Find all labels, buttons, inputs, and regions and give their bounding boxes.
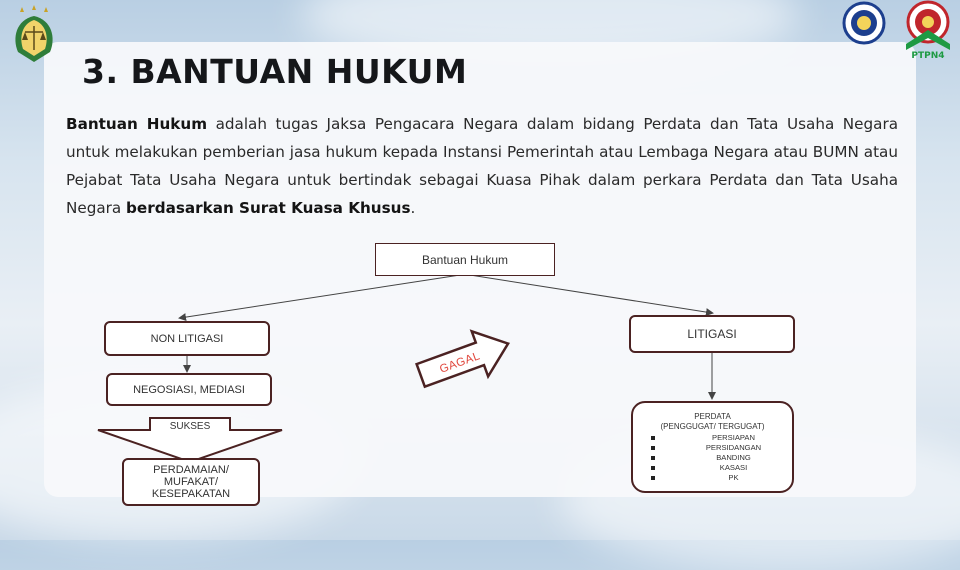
bantuan-hukum-root-box: [375, 243, 555, 276]
list-item: BANDING: [647, 453, 792, 463]
non-litigasi-label: NON LITIGASI: [150, 332, 224, 345]
list-item: PERSIDANGAN: [647, 443, 792, 453]
perdata-subtitle: (PENGGUGAT/ TERGUGAT): [660, 422, 765, 431]
perdata-box: [631, 401, 794, 493]
ptpn4-logo-text: PTPN4: [911, 51, 945, 61]
sukses-label: SUKSES: [169, 421, 211, 432]
negosiasi-mediasi-box: [106, 373, 272, 406]
perdamaian-label: PERDAMAIAN/ MUFAKAT/ KESEPAKATAN: [151, 464, 231, 500]
body-text: adalah tugas Jaksa Pengacara Negara dalam bidang Perdata dan Tata Usaha Negara untuk melakukan pemberian jasa hukum kepada Instansi Pemerintah atau Lembaga Negara atau BUMN atau Pejabat Tata Usaha Negara untuk bertindak sebagai Kuasa Pihak dalam perkara Perdata dan Tata Usaha Negara: [66, 115, 898, 217]
perdamaian-box: [122, 458, 260, 506]
perdata-list: [647, 433, 792, 483]
period-text: .: [410, 199, 416, 217]
litigasi-label: LITIGASI: [687, 327, 737, 341]
bantuan-hukum-root-label: Bantuan Hukum: [421, 252, 509, 267]
non-litigasi-box: [104, 321, 270, 356]
list-item: PK: [647, 473, 792, 483]
slide-title: 3. BANTUAN HUKUM: [82, 52, 468, 91]
connector-root-to-litigasi: [470, 275, 712, 313]
bold-lead-text: Bantuan Hukum: [66, 115, 208, 133]
connector-root-to-non-litigasi: [180, 275, 460, 318]
negosiasi-mediasi-label: NEGOSIASI, MEDIASI: [133, 383, 245, 396]
list-item: PERSIAPAN: [647, 433, 792, 443]
litigasi-box: [629, 315, 795, 353]
perdata-title: PERDATA: [694, 412, 731, 421]
gagal-label: GAGAL: [438, 350, 482, 376]
bold-tail-text: berdasarkan Surat Kuasa Khusus: [126, 199, 411, 217]
list-item: KASASI: [647, 463, 792, 473]
